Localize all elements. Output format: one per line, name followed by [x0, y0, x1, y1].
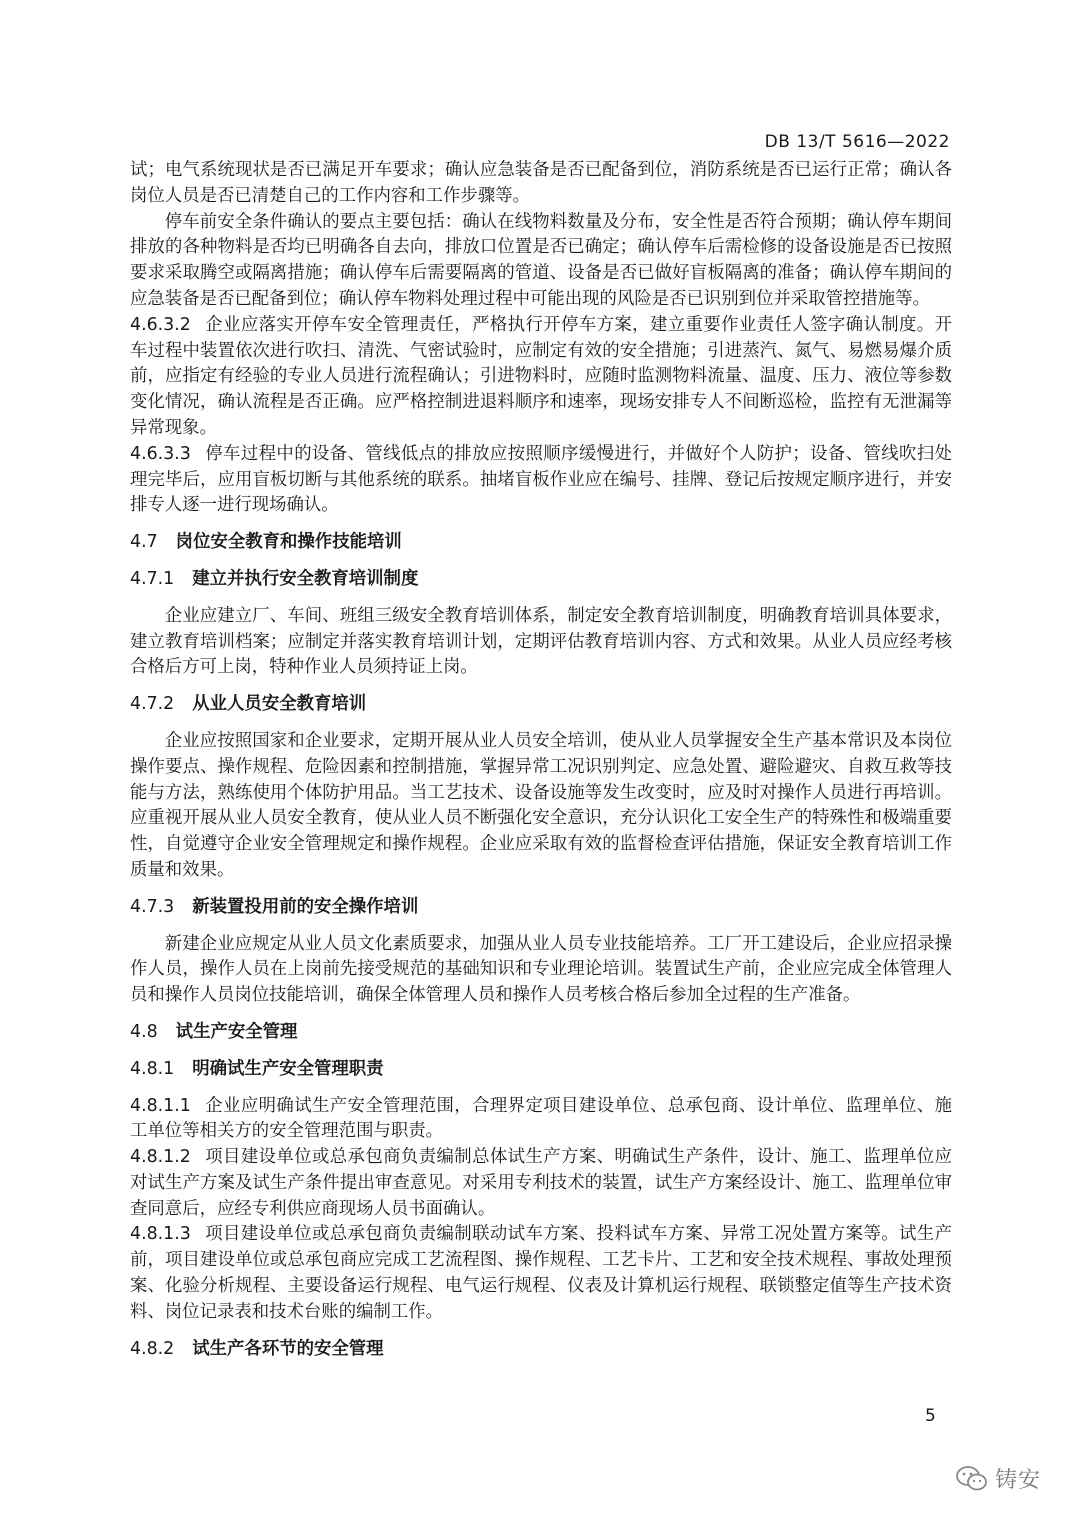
clause-number: 4.8.1.1 — [130, 1095, 191, 1116]
section-heading — [130, 1020, 952, 1046]
clause-text: 项目建设单位或总承包商负责编制联动试车方案、投料试车方案、异常工况处置方案等。试生产前，项目建设单位或总承包商应完成工艺流程图、操作规程、工艺卡片、工艺和安全技术规程、事故处理预案、化验分析规程、主要设备运行规程、电气运行规程、仪表及计算机运行规程、联锁整定值等生产技术资料、岗位记录表和技术台账的编制工作。 — [130, 1224, 952, 1322]
wechat-icon — [955, 1465, 989, 1493]
section-number: 4.8.1 — [130, 1058, 175, 1079]
body-paragraph: 试；电气系统现状是否已满足开车要求；确认应急装备是否已配备到位，消防系统是否已运行正常；确认各岗位人员是否已清楚自己的工作内容和工作步骤等。 — [130, 160, 952, 206]
section-title: 明确试生产安全管理职责 — [192, 1058, 384, 1079]
section-number: 4.7.3 — [130, 896, 175, 917]
section-number: 4.7.1 — [130, 568, 175, 589]
section-heading — [130, 567, 952, 593]
document-code: DB 13/T 5616—2022 — [764, 132, 950, 152]
body-paragraph: 企业应建立厂、车间、班组三级安全教育培训体系，制定安全教育培训制度，明确教育培训具体要求，建立教育培训档案；应制定并落实教育培训计划，定期评估教育培训内容、方式和效果。从业人员应经考核合格后方可上岗，特种作业人员须持证上岗。 — [130, 605, 952, 678]
section-heading — [130, 530, 952, 556]
section-heading — [130, 1337, 952, 1363]
document-body — [130, 158, 952, 1373]
clause-number: 4.6.3.3 — [130, 443, 191, 464]
section-title: 从业人员安全教育培训 — [192, 694, 367, 715]
watermark — [955, 1463, 1041, 1494]
section-title: 试生产各环节的安全管理 — [192, 1338, 384, 1359]
section-number: 4.8.2 — [130, 1338, 175, 1359]
clause-text: 停车过程中的设备、管线低点的排放应按照顺序缓慢进行，并做好个人防护；设备、管线吹扫处理完毕后，应用盲板切断与其他系统的联系。抽堵盲板作业应在编号、挂牌、登记后按规定顺序进行，并安排专人逐一进行现场确认。 — [130, 443, 952, 516]
clause-text: 企业应明确试生产安全管理范围，合理界定项目建设单位、总承包商、设计单位、监理单位、施工单位等相关方的安全管理范围与职责。 — [130, 1095, 952, 1142]
section-number: 4.8 — [130, 1021, 158, 1042]
body-paragraph: 企业应按照国家和企业要求，定期开展从业人员安全培训，使从业人员掌握安全生产基本常识及本岗位操作要点、操作规程、危险因素和控制措施，掌握异常工况识别判定、应急处置、避险避灾、自救互救等技能与方法，熟练使用个体防护用品。当工艺技术、设备设施等发生改变时，应及时对操作人员进行再培训。应重视开展从业人员安全教育，使从业人员不断强化安全意识，充分认识化工安全生产的特殊性和极端重要性，自觉遵守企业安全管理规定和操作规程。企业应采取有效的监督检查评估措施，保证安全教育培训工作质量和效果。 — [130, 730, 952, 880]
section-heading — [130, 1057, 952, 1083]
section-title: 建立并执行安全教育培训制度 — [192, 568, 419, 589]
clause-number: 4.8.1.3 — [130, 1224, 191, 1245]
clause-number: 4.6.3.2 — [130, 314, 191, 335]
body-paragraph: 新建企业应规定从业人员文化素质要求，加强从业人员专业技能培养。工厂开工建设后，企业应招录操作人员，操作人员在上岗前先接受规范的基础知识和专业理论培训。装置试生产前，企业应完成全体管理人员和操作人员岗位技能培训，确保全体管理人员和操作人员考核合格后参加全过程的生产准备。 — [130, 933, 952, 1006]
clause-number: 4.8.1.2 — [130, 1147, 191, 1168]
watermark-text: 铸安 — [995, 1468, 1042, 1493]
section-title: 新装置投用前的安全操作培训 — [192, 896, 419, 917]
section-number: 4.7.2 — [130, 694, 175, 715]
clause-paragraph — [130, 442, 952, 519]
section-heading — [130, 895, 952, 921]
clause-paragraph — [130, 1222, 952, 1325]
page-number: 5 — [925, 1406, 936, 1426]
clause-paragraph — [130, 313, 952, 442]
section-number: 4.7 — [130, 532, 158, 553]
clause-text: 项目建设单位或总承包商负责编制总体试生产方案、明确试生产条件，设计、施工、监理单位应对试生产方案及试生产条件提出审查意见。对采用专利技术的装置，试生产方案经设计、施工、监理单位审查同意后，应经专利供应商现场人员书面确认。 — [130, 1147, 952, 1219]
section-heading — [130, 692, 952, 718]
body-paragraph: 停车前安全条件确认的要点主要包括：确认在线物料数量及分布，安全性是否符合预期；确认停车期间排放的各种物料是否均已明确各自去向，排放口位置是否已确定；确认停车后需检修的设备设施是否已按照要求采取腾空或隔离措施；确认停车后需要隔离的管道、设备是否已做好盲板隔离的准备；确认停车期间的应急装备是否已配备到位；确认停车物料处理过程中可能出现的风险是否已识别到位并采取管控措施等。 — [130, 211, 952, 309]
clause-paragraph — [130, 1094, 952, 1146]
section-title: 岗位安全教育和操作技能培训 — [175, 532, 402, 553]
clause-paragraph — [130, 1145, 952, 1222]
clause-text: 企业应落实开停车安全管理责任，严格执行开停车方案，建立重要作业责任人签字确认制度。开车过程中装置依次进行吹扫、清洗、气密试验时，应制定有效的安全措施；引进蒸汽、氮气、易燃易爆介质前，应指定有经验的专业人员进行流程确认；引进物料时，应随时监测物料流量、温度、压力、液位等参数变化情况，确认流程是否正确。应严格控制进退料顺序和速率，现场安排专人不间断巡检，监控有无泄漏等异常现象。 — [130, 314, 952, 438]
section-title: 试生产安全管理 — [175, 1021, 298, 1042]
